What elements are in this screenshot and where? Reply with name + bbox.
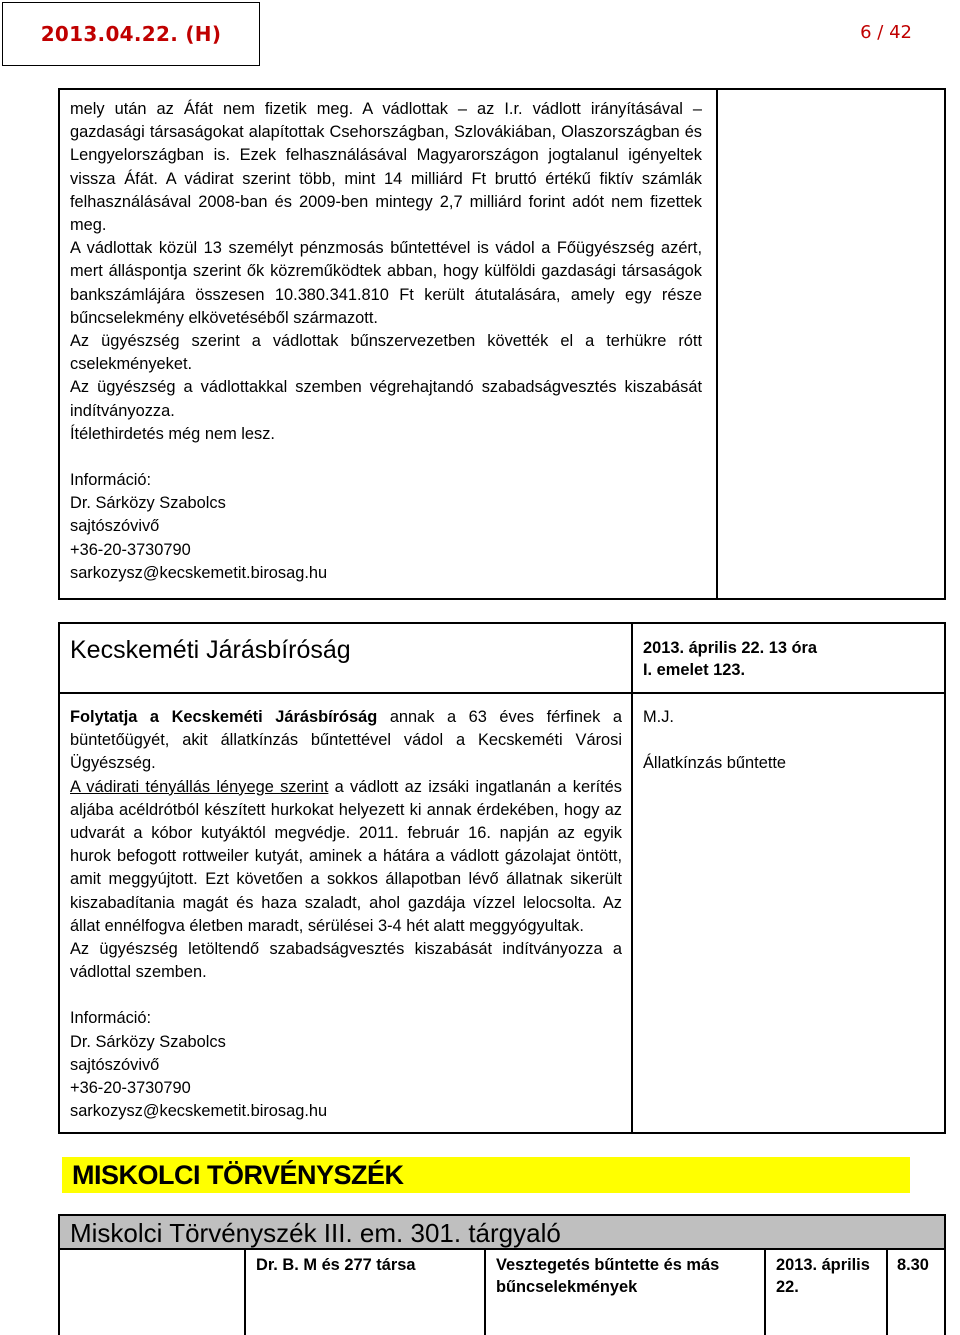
case-summary-2 — [643, 706, 786, 775]
case-table-1-divider — [716, 88, 718, 600]
case-table-2-vdivider — [631, 622, 633, 1134]
contact-email: sarkozysz@kecskemetit.birosag.hu — [70, 563, 328, 582]
row-date: 2013. április 22. — [776, 1256, 870, 1296]
contact-role: sajtószóvivő — [70, 517, 160, 536]
contact-phone: +36-20-3730790 — [70, 1079, 191, 1098]
press-contact-1 — [70, 469, 702, 585]
essence-paragraph — [70, 776, 622, 938]
contact-name: Dr. Sárközy Szabolcs — [70, 1032, 226, 1051]
col-divider — [886, 1250, 888, 1335]
proposal-paragraph: Az ügyészség letöltendő szabadságvesztés kiszabását indítványozza a vádlottal szemben. — [70, 940, 622, 982]
col-divider — [764, 1250, 766, 1335]
essence-rest: a vádlott az izsáki ingatlanán a kerítés aljába acéldrótból készített hurkokat helyezett ki annak érdekében, hogy az udvarát a kóbor kutyáktól megvédje. 2011. február 16. napján az egyik hurok befogott rottweiler kutyát, aminek a hátára a vádlott gázolajat öntött, amit meggyújtott. Ezt követően a sokkos állapotban lévő állatnak sikerült kiszabadítania magát és haza szaladt, ahol gazdája vízzel lelocsolta. Az állat ennélfogva életben maradt, sérülései 3-4 hét alatt meggyógyultak. — [70, 777, 622, 935]
hearing-datetime — [643, 637, 817, 681]
essence-underlined: A vádirati tényállás lényege szerint — [70, 777, 329, 796]
room-heading: Miskolci Törvényszék III. em. 301. tárgyaló — [60, 1216, 944, 1248]
paragraph: mely után az Áfát nem fizetik meg. A vádlottak – az I.r. vádlott irányításával – gazdasági társaságokat alapítottak Csehországban, Szlovákiában, Olaszországban és Lengyelországban is. Ezek felhasználásával Magyarországon jogtalanul igényeltek vissza Áfát. A vádirat szerint több, mint 14 milliárd Ft bruttó értékű fiktív számlák felhasználásával 2008-ban és 2009-ben mintegy 2,7 milliárd forint adót nem fizettek meg. — [70, 100, 702, 235]
row-party: Dr. B. M és 277 társa — [256, 1256, 416, 1274]
intro-paragraph — [70, 706, 622, 776]
row-time: 8.30 — [897, 1256, 929, 1274]
date-header-text: 2013.04.22. (H) — [40, 22, 222, 46]
page-number: 6 / 42 — [860, 22, 912, 43]
party-initials: M.J. — [643, 708, 674, 726]
date-header — [2, 2, 260, 66]
paragraph: Az ügyészség szerint a vádlottak bűnszervezetben követték el a terhükre rótt cselekményeket. — [70, 332, 702, 374]
intro-bold: Folytatja a Kecskeméti Járásbíróság — [70, 708, 378, 726]
contact-label: Információ: — [70, 1009, 152, 1028]
contact-label: Információ: — [70, 471, 152, 490]
col-divider — [484, 1250, 486, 1335]
press-contact-2 — [70, 1007, 622, 1123]
intro-rest: annak a 63 éves férfinek a büntetőügyét, akit állatkínzás bűntettével vádol a Kecskeméti Városi Ügyészség. — [70, 708, 622, 773]
case-description-2 — [70, 706, 622, 1123]
case-description-1 — [70, 98, 702, 585]
hearing-room: I. emelet 123. — [643, 661, 746, 679]
row-crime: Vesztegetés bűntette és más bűncselekmények — [496, 1256, 720, 1296]
hearing-date: 2013. április 22. 13 óra — [643, 639, 818, 657]
col-divider — [244, 1250, 246, 1335]
contact-name: Dr. Sárközy Szabolcs — [70, 494, 226, 513]
crime-type: Állatkínzás bűntette — [643, 754, 787, 773]
case-table-2-hdivider — [58, 692, 946, 694]
case-table-3-hline — [58, 1248, 946, 1250]
contact-phone: +36-20-3730790 — [70, 540, 191, 559]
contact-email: sarkozysz@kecskemetit.birosag.hu — [70, 1102, 328, 1121]
paragraph: Az ügyészség a vádlottakkal szemben végrehajtandó szabadságvesztés kiszabását indítványozza. — [70, 378, 702, 420]
contact-role: sajtószóvivő — [70, 1055, 160, 1074]
court-banner: MISKOLCI TÖRVÉNYSZÉK — [62, 1157, 910, 1193]
paragraph: A vádlottak közül 13 személyt pénzmosás bűntettével is vádol a Főügyészség azért, mert álláspontja szerint ők közreműködtek abban, hogy külföldi gazdasági társaságok bankszámlájára összesen 10.380.341.810 Ft került átutalására, amely egy része bűncselekmény elkövetéséből származott. — [70, 239, 702, 327]
paragraph: Ítélethirdetés még nem lesz. — [70, 424, 275, 443]
court-name: Kecskeméti Járásbíróság — [70, 636, 351, 664]
